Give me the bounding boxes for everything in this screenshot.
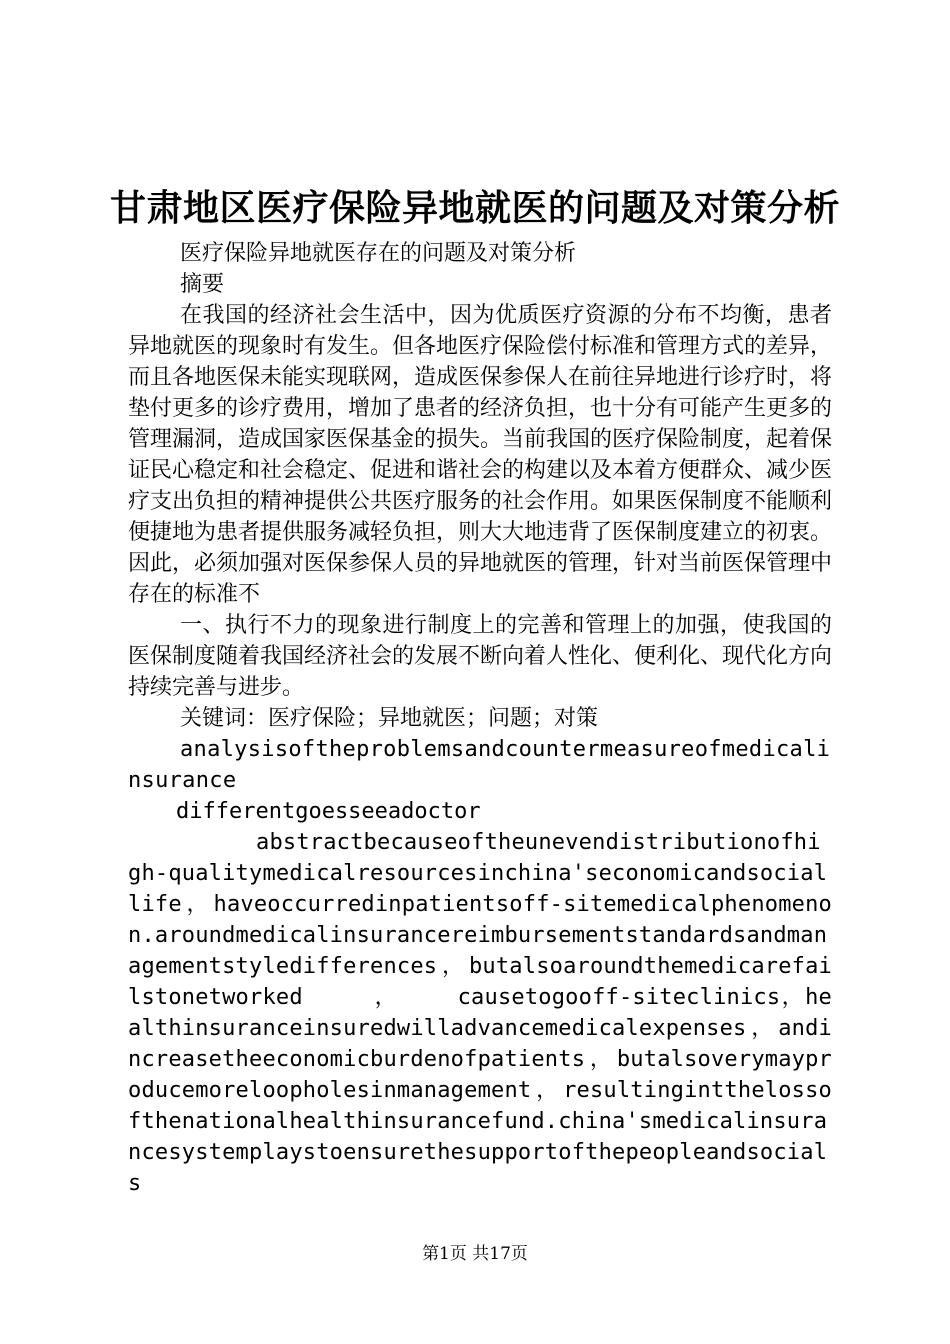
abstract-paragraph: 在我国的经济社会生活中，因为优质医疗资源的分布不均衡，患者异地就医的现象时有发生。但各地医疗保险偿付标准和管理方式的差异，而且各地医保未能实现联网，造成医保参保人在前往异地进行诊疗时，将垫付更多的诊疗费用，增加了患者的经济负担，也十分有可能产生更多的管理漏洞，造成国家医保基金的损失。当前我国的医疗保险制度，起着保证民心稳定和社会稳定、促进和谐社会的构建以及本着方便群众、减少医疗支出负担的精神提供公共医疗服务的社会作用。如果医保制度不能顺利便捷地为患者提供服务减轻负担，则大大地违背了医保制度建立的初衷。因此，必须加强对医保参保人员的异地就医的管理，针对当前医保管理中存在的标准不: [128, 303, 833, 607]
english-subtitle: differentgoesseeadoctor: [176, 799, 481, 824]
abstract-heading: 摘要: [180, 272, 225, 297]
english-title: analysisoftheproblemsandcountermeasureofmedicalinsurance: [128, 737, 831, 793]
page-footer: 第1页 共17页: [422, 1244, 528, 1264]
document-body: [128, 238, 832, 1199]
keywords: 关键词：医疗保险；异地就医；问题；对策: [180, 706, 599, 731]
english-abstract: abstractbecauseoftheunevendistributionofhigh-qualitymedicalresourcesinchina'seconomicandsociallife，haveoccurredinpatientsoff-sitemedicalphenomenon.aroundmedicalinsurancereimbursementstandardsandmanagementstyledifferences，butalsoaroundthemedicarefailstonetworked ， causetogooff-siteclinics，healthinsuranceinsuredwilladvancemedicalexpenses，andincreasetheeconomicburdenofpatients，butalsoverymayproducemoreloopholesinmanagement，resultingintthelossofthenationalhealthinsurancefund.china'smedicalinsurancesystemplaystoensurethesupportofthepeopleandsocials: [128, 830, 832, 1196]
subtitle: 医疗保险异地就医存在的问题及对策分析: [180, 241, 577, 266]
page-title: 甘肃地区医疗保险异地就医的问题及对策分析: [109, 188, 840, 229]
section-one-paragraph: 一、执行不力的现象进行制度上的完善和管理上的加强，使我国的医保制度随着我国经济社会的发展不断向着人性化、便利化、现代化方向持续完善与进步。: [128, 613, 833, 700]
